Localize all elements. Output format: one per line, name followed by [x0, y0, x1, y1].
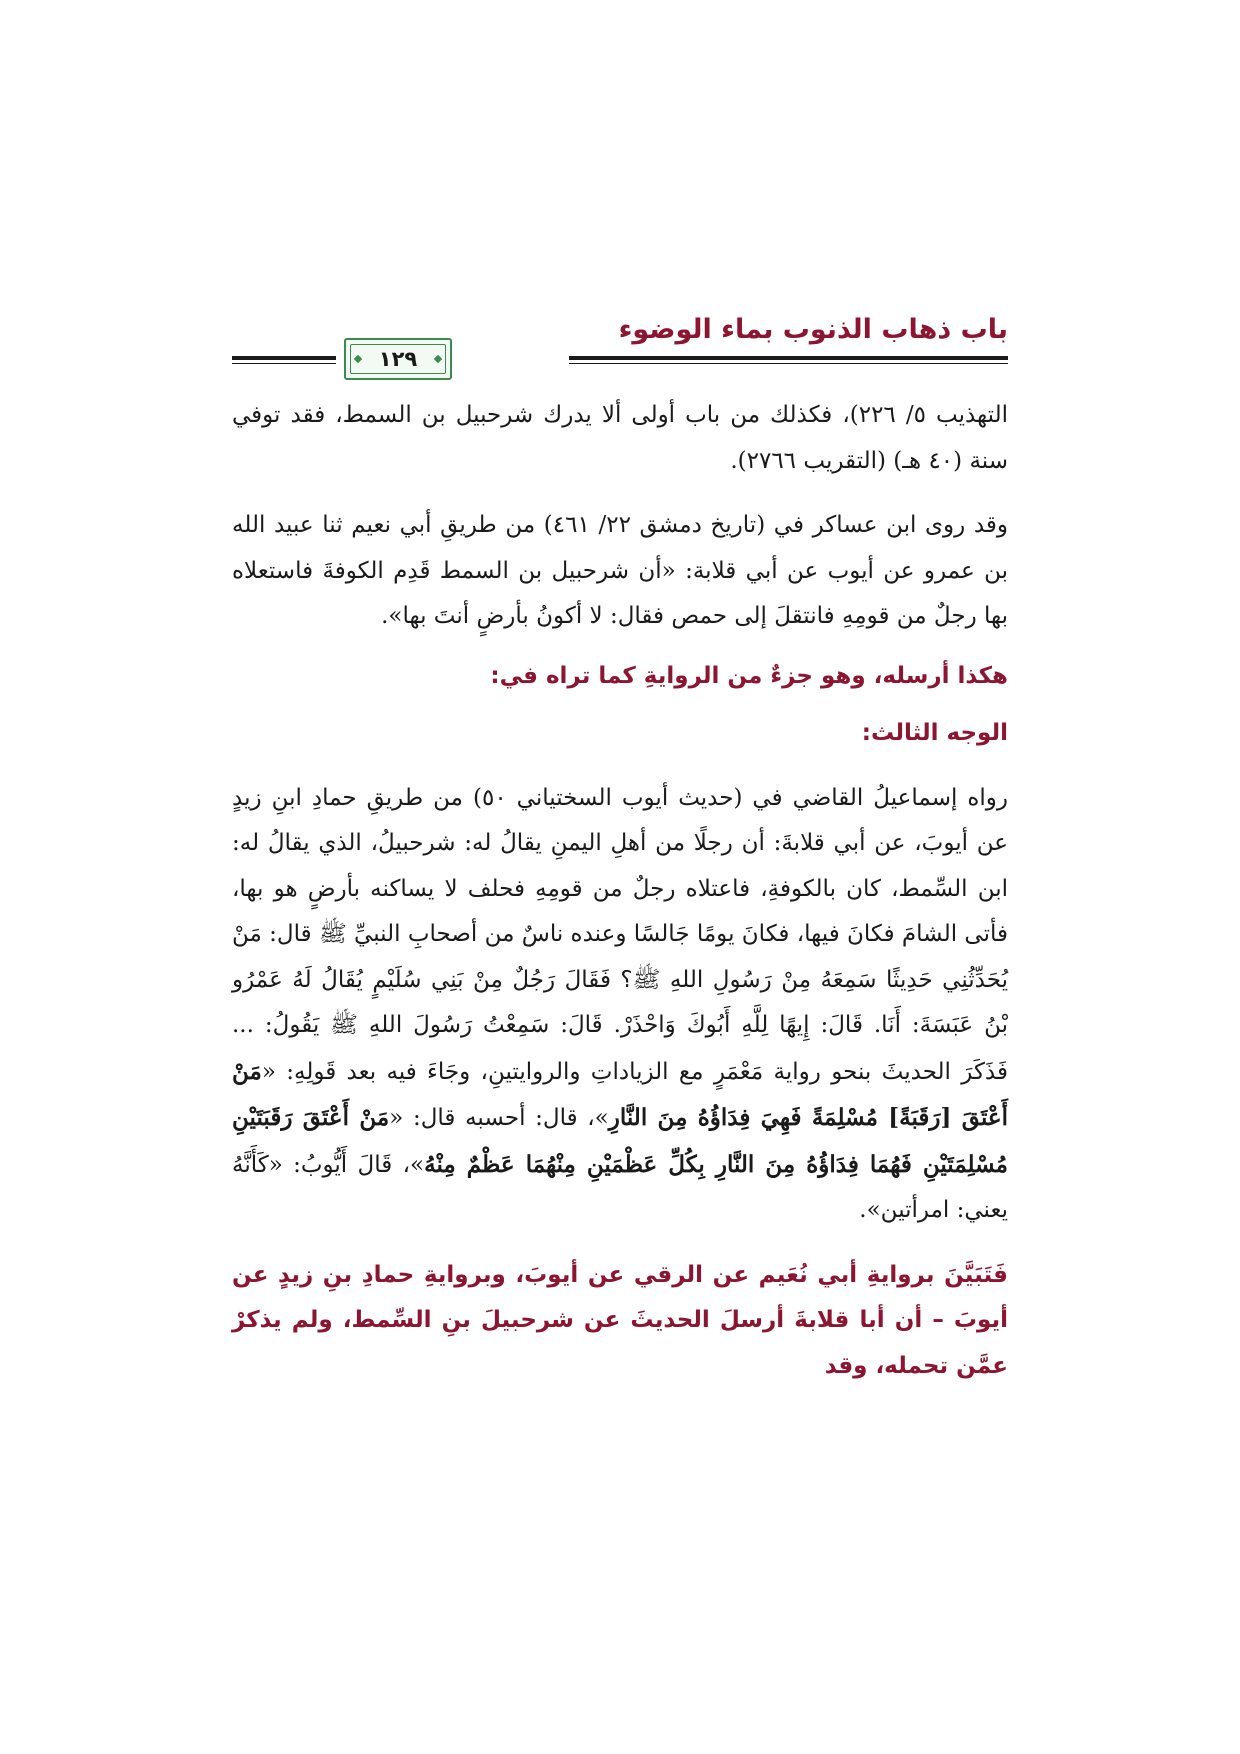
chapter-title: باب ذهاب الذنوب بماء الوضوء — [618, 314, 1008, 345]
paragraph-3-text: رواه إسماعيلُ القاضي في (حديث أيوب السختياني ٥٠) من طريقِ حمادِ ابنِ زيدٍ عن أيوبَ، عن أبي قلابةَ: أن رجلًا من أهلِ اليمنِ يقالُ له: شرحبيلُ، الذي يقالُ له: ابن السِّمط، كان بالكوفةِ، فاعتلاه رجلٌ من قومِهِ فحلف لا يساكنه بأرضٍ هو بها، فأتى الشامَ فكانَ فيها، فكانَ يومًا جَالسًا وعنده ناسٌ من أصحابِ النبيِّ ﷺ قال: مَنْ يُحَدِّثُنِي حَدِيثًا سَمِعَهُ مِنْ رَسُولِ اللهِ ﷺ؟ فَقَالَ رَجُلٌ مِنْ بَنِي سُلَيْمٍ يُقَالُ لَهُ عَمْرُو بْنُ عَبَسَةَ: أَنَا. قَالَ: إِيهًا لِلَّهِ أَبُوكَ وَاحْذَرْ. قَالَ: سَمِعْتُ رَسُولَ اللهِ ﷺ يَقُولُ: ... فَذَكَرَ الحديثَ بنحو رواية مَعْمَرٍ مع الزياداتِ والروايتينِ، وجَاءَ فيه بعد قَولِهِ: « — [232, 784, 1008, 1085]
header-rule — [569, 356, 1008, 360]
page-header — [232, 296, 1008, 376]
paragraph-3 — [232, 776, 1008, 1234]
header-rule — [232, 356, 336, 360]
paragraph-1: التهذيب ٥/ ٢٢٦)، فكذلك من باب أولى ألا يدرك شرحبيل بن السمط، فقد توفي سنة (٤٠ هـ) (التقريب ٢٧٦٦). — [232, 402, 1009, 474]
page-body — [232, 393, 1008, 1389]
section-heading: هكذا أرسله، وهو جزءٌ من الروايةِ كما تراه في: — [490, 662, 1008, 689]
header-rule — [569, 363, 1008, 364]
paragraph-3-text: »، قَالَ أَيُّوبُ: «كَأَنَّهُ يعني: امرأتين». — [232, 1151, 1008, 1223]
ornament-icon — [354, 355, 362, 363]
page-number-badge — [344, 338, 452, 380]
conclusion-paragraph: فَتَبَيَّنَ بروايةِ أبي نُعَيم عن الرقي عن أيوبَ، وبروايةِ حمادِ بنِ زيدٍ عن أيوبَ – أن أبا قلابةَ أرسلَ الحديثَ عن شرحبيلَ بنِ السِّمط، ولم يذكرْ عمَّن تحمله، وقد — [232, 1261, 1008, 1379]
header-rule — [232, 363, 336, 364]
paragraph-3-text: »، قال: أحسبه قال: « — [389, 1105, 609, 1131]
hadith-quote-bold: مَنْ أَعْتَقَ رَقَبَتَيْنِ مُسْلِمَتَيْنِ فَهُمَا فِدَاؤُهُ مِنَ النَّارِ بِكُلِّ عَظْمَيْنِ مِنْهُمَا عَظْمٌ مِنْهُ — [232, 1104, 1008, 1178]
section-heading-third-aspect: الوجه الثالث: — [861, 720, 1008, 746]
page-number: ١٢٩ — [378, 347, 418, 371]
hadith-quote-bold: مَنْ أَعْتَقَ [رَقَبَةً] مُسْلِمَةً فَهِيَ فِدَاؤُهُ مِنَ النَّارِ — [232, 1057, 1008, 1131]
ornament-icon — [434, 355, 442, 363]
paragraph-2: وقد روى ابن عساكر في (تاريخ دمشق ٢٢/ ٤٦١) من طريقِ أبي نعيم ثنا عبيد الله بن عمرو عن أيوب عن أبي قلابة: «أن شرحبيل بن السمط قَدِم الكوفةَ فاستعلاه بها رجلٌ من قومِهِ فانتقلَ إلى حمص فقال: لا أكونُ بأرضٍ أنتَ بها». — [232, 512, 1009, 629]
